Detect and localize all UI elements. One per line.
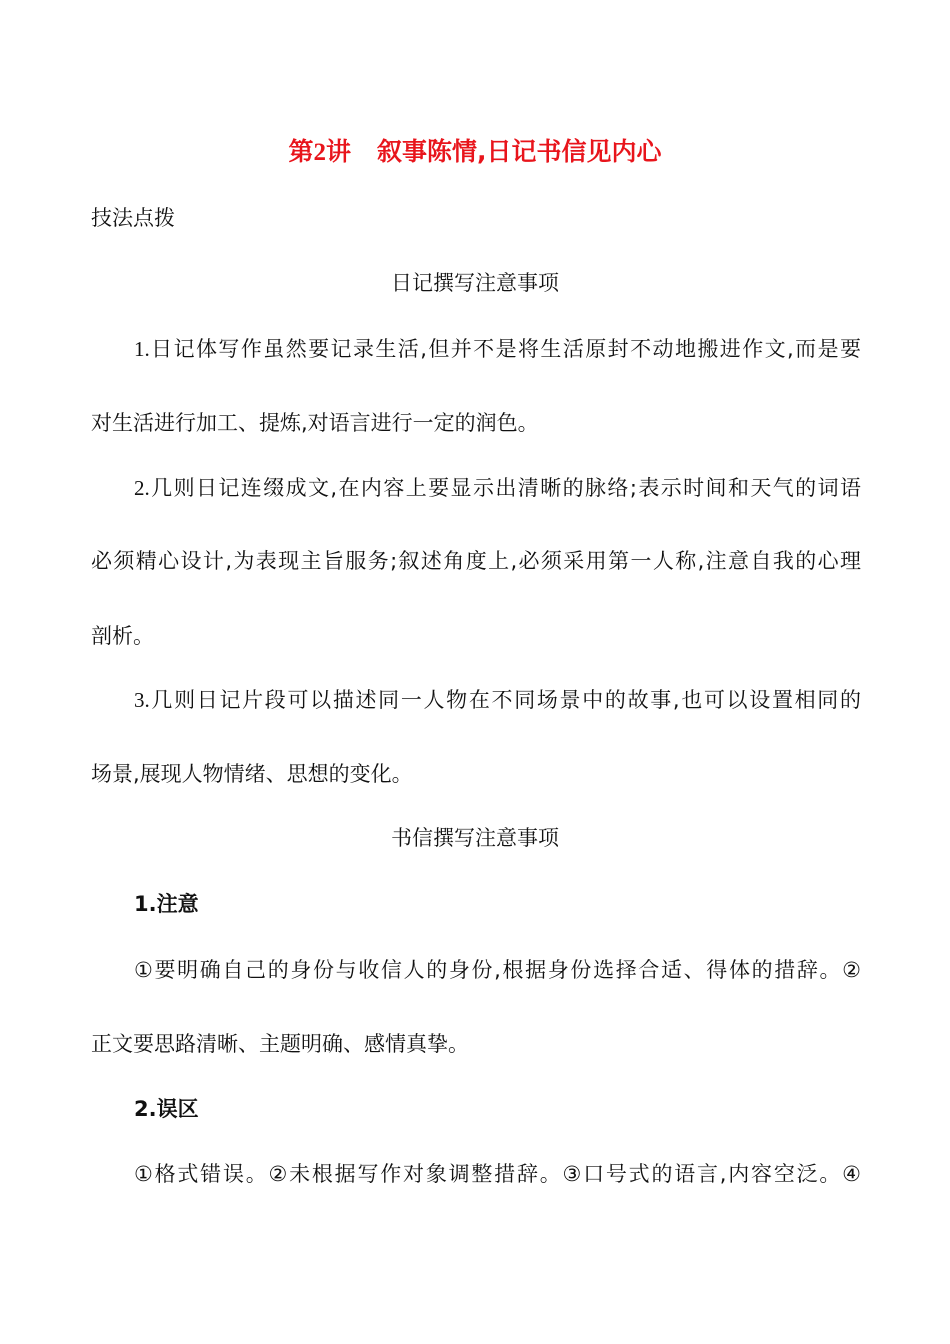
letter-section-2-heading: 2.误区 [134,1097,199,1121]
title-prefix: 第 [288,137,314,166]
letter-section-2-line-1: ①格式错误。②未根据写作对象调整措辞。③口号式的语言,内容空泛。④ [134,1162,861,1186]
diary-item-3-line-1: 3.几则日记片段可以描述同一人物在不同场景中的故事,也可以设置相同的 [134,688,861,712]
diary-item-1-number: 1. [134,337,150,361]
letter-section-1-line-1: ①要明确自己的身份与收信人的身份,根据身份选择合适、得体的措辞。② [134,958,861,982]
section-label: 技法点拨 [91,206,175,230]
diary-item-1-line-2: 对生活进行加工、提炼,对语言进行一定的润色。 [91,411,539,435]
letter-section-1-heading: 1.注意 [134,892,199,916]
letter-heading: 书信撰写注意事项 [391,826,559,850]
diary-item-3-number: 3. [134,688,150,712]
diary-item-2-line-1: 2.几则日记连缀成文,在内容上要显示出清晰的脉络;表示时间和天气的词语 [134,476,861,500]
page-title [0,135,950,170]
title-unit: 讲 [326,137,352,166]
diary-item-1-line-1: 1.日记体写作虽然要记录生活,但并不是将生活原封不动地搬进作文,而是要 [134,337,861,361]
diary-item-2-number: 2. [134,476,150,500]
diary-heading: 日记撰写注意事项 [391,271,559,295]
letter-section-1-line-2: 正文要思路清晰、主题明确、感情真挚。 [91,1032,469,1056]
diary-item-2-line-2: 必须精心设计,为表现主旨服务;叙述角度上,必须采用第一人称,注意自我的心理 [91,549,861,573]
title-main: 叙事陈情,日记书信见内心 [377,137,662,166]
diary-item-2-line-3: 剖析。 [91,624,154,648]
diary-item-3-line-2: 场景,展现人物情绪、思想的变化。 [91,762,413,786]
title-number: 2 [313,139,326,166]
